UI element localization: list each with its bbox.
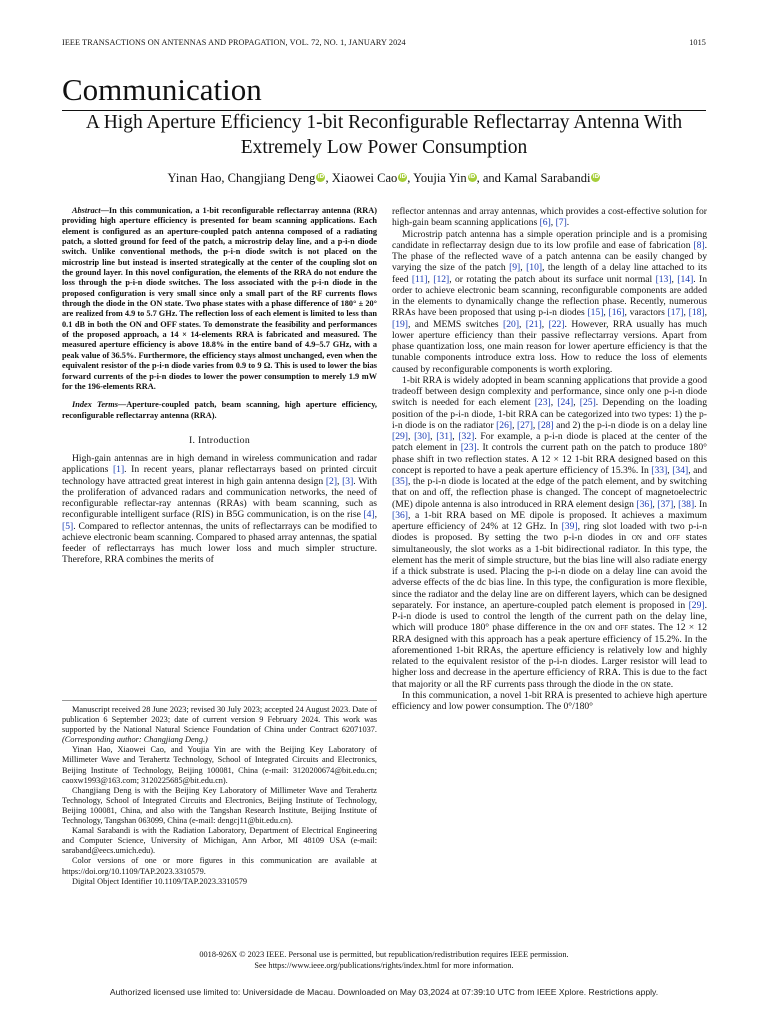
citation-link[interactable]: [14] (677, 273, 694, 285)
author-list (62, 170, 706, 186)
text-run: . Depending on the loading position of the p-i-n diode, 1-bit RRA can be categorized into two types: 1) the p-i-n diode is on the radiator (392, 397, 708, 431)
citation-link[interactable]: [18] (688, 307, 705, 319)
author-2: , Xiaowei Cao (325, 171, 398, 185)
footnote-doi: Digital Object Identifier 10.1109/TAP.2023.3310579 (72, 876, 248, 886)
citation-link[interactable]: [19] (392, 318, 408, 330)
citation-link[interactable]: [35] (392, 476, 408, 487)
citation-link[interactable]: [38] (678, 498, 695, 510)
text-run: , (550, 397, 558, 409)
state-off: off (615, 622, 628, 634)
text-run: . In order to achieve electronic beam scanning, reconfigurable components are added in the elements to dynamically change the reflection phase. Recently, numerous RRAs have been proposed that using p-i-n diodes (392, 273, 708, 319)
citation-link[interactable]: [12] (433, 273, 450, 285)
index-terms-text: Aperture-coupled patch, beam scanning, high aperture efficiency, reconfigurable reflectarray antenna (RRA). (62, 400, 378, 420)
footnote-affiliation-2: Changjiang Deng is with the Beijing Key Laboratory of Millimeter Wave and Terahertz Technology, School of Integrated Circuits and Electronics, Beijing Institute of Technology, Beijing 100081, China, and also with the Tangshan Research Institute, Beijing Institute of Technology, Tangshan 063099, China (e-mail: dengcj11@bit.edu.cn). (62, 785, 377, 826)
text-run: and (594, 622, 616, 634)
citation-link[interactable]: [15] (587, 307, 604, 319)
text-run: states simultaneously, the slot works as a 1-bit bidirectional radiator. In this type, the element has the merit of simple structure, but the bias line will also radiate energy if a thick substrate is used. Placing the p-i-n diode on a delay line can avoid the adverse effects of the dc bias line. In this type, the configuration is more flexible, since the radiator and the delay line are on different layers, which can be designed separately. For instance, an aperture-coupled patch element is proposed in (392, 532, 707, 611)
citation-link[interactable]: [36] (392, 509, 408, 521)
body-paragraph (392, 229, 707, 375)
text-run: , (573, 397, 580, 409)
orcid-icon[interactable]: iD (592, 174, 600, 180)
text-run: , and (688, 464, 707, 476)
running-head (62, 38, 706, 47)
index-terms (62, 400, 377, 421)
citation-link[interactable]: [32] (458, 431, 475, 442)
copyright-notice (62, 950, 706, 971)
footnote-manuscript (62, 705, 377, 745)
citation-link[interactable]: [6] (539, 217, 551, 229)
text-run: , (337, 475, 343, 487)
text-run: , (541, 318, 549, 330)
text-run: . P-i-n diode is used to control the length of the current path on the delay line, which will produce 180° phase difference in the (392, 599, 707, 634)
text-run: and (641, 532, 668, 544)
text-run: 1-bit RRA is widely adopted in beam scanning applications that provide a good tradeoff between design complexity and performance, since only one p-i-n diode switch is needed for each element (392, 374, 707, 409)
footnote-block (62, 700, 377, 887)
citation-link[interactable]: [17] (667, 307, 684, 319)
citation-link[interactable]: [2] (325, 475, 338, 487)
text-run: , (407, 431, 415, 442)
citation-link[interactable]: [23] (460, 442, 477, 454)
citation-link[interactable]: [25] (579, 397, 596, 409)
body-paragraph (392, 375, 707, 690)
citation-link[interactable]: [23] (534, 397, 551, 409)
citation-link[interactable]: [22] (548, 318, 565, 330)
footnote-affiliation-1: Yinan Hao, Xiaowei Cao, and Youjia Yin are with the Beijing Key Laboratory of Millimeter Wave and Terahertz Technology, School of Integrated Circuits and Electronics, Beijing Institute of Technology, Beijing 100081, China (e-mail: 3120200674@bit.edu.cn; caoxw1993@163.com; 3120225685@bit.edu.cn). (62, 745, 377, 785)
section-heading-introduction: I. Introduction (188, 434, 251, 446)
citation-link[interactable]: [28] (537, 419, 554, 431)
text-run: , (427, 273, 434, 285)
text-run: , and MEMS switches (407, 318, 504, 330)
abstract-text: In this communication, a 1-bit reconfigurable reflectarray antenna (RRA) providing high aperture efficiency is presented for beam scanning applications. Each element is configured as an aperture-coupled patch antenna composed of a radiating patch, a slotted ground for feed of the patch, a microstrip delay line, and a p-i-n diode switch. Unlike conventional methods, the p-i-n diode switch is not placed on the microstrip line but instead is inserted strategically at the center of the coupling slot on the ground layer. In this novel configuration, the elements of the RRA do not endure the loss through the p-i-n diode switches. The loss associated with the p-i-n diode in the proposed configuration is very small since only a small part of the RF currents flows through the diode in the ON state. Two phase states with a phase difference of 180° ± 20° are realized from 4.9 to 5.7 GHz. The reflection loss of each element is limited to less than 0.1 dB in both the ON and OFF states. To demonstrate the feasibility and performances of the proposed approach, a 14 × 14-elements RRA is fabricated and measured. The measured aperture efficiency is above 18.8% in the entire band of 4.9–5.7 GHz, with a peak value of 36.5%. Furthermore, the efficiency stays almost unchanged, even when the equivalent resistor of the p-i-n diode varies from 0.9 to 9 Ω. This is used to lower the bias forward currents of the p-i-n diodes to lower the power consumption to merely 1.9 mW for the 196-elements RRA. (62, 206, 377, 391)
paper-title (62, 110, 706, 160)
text-run: , ring slot loaded with two p-i-n diodes is proposed. By setting the two p-i-n diodes in (392, 521, 707, 544)
section-banner-text: Communication (62, 72, 262, 107)
text-run: . The phase of the reflected wave of a patch antenna can be easily changed by varying the size of the patch (392, 239, 707, 274)
citation-link[interactable]: [37] (657, 498, 674, 510)
state-on: on (640, 678, 651, 690)
body-paragraph (392, 206, 707, 229)
text-run: , (652, 498, 658, 510)
body-paragraph: In this communication, a novel 1-bit RRA is presented to achieve high aperture efficiency and low power consumption. The 0°/180° (392, 689, 707, 712)
citation-link[interactable]: [13] (655, 273, 672, 285)
orcid-icon[interactable]: iD (468, 174, 476, 180)
text-run: , (683, 307, 689, 319)
citation-link[interactable]: [11] (411, 273, 428, 285)
text-run: , (603, 307, 609, 319)
text-run: , (667, 464, 673, 476)
text-run: , the length of a delay line attached to its feed (392, 262, 708, 285)
text-run: state. (650, 678, 674, 690)
citation-link[interactable]: [10] (526, 262, 543, 274)
citation-link[interactable]: [4] (363, 509, 375, 521)
text-run: , (671, 273, 678, 285)
text-run: , (512, 419, 517, 431)
text-run: states. The 12 × 12 RRA designed with this approach has a peak aperture efficiency of 15.2%. In the aforementioned 1-bit RRAs, the aperture efficiency is relatively low and highly related to the equivalent resistor of the p-i-n diodes. Larger resistor will lead to higher loss and decrease in the aperture efficiency of RRA. This is due to the fact that majority or all the RF currents pass through the diode in the (392, 622, 707, 690)
text-run: , (550, 217, 556, 229)
text-run: reflector antennas and array antennas, which provides a cost-effective solution for high-gain beam scanning applications (392, 206, 707, 229)
citation-link[interactable]: [7] (555, 217, 567, 229)
text-run: Microstrip patch antenna has a simple operation principle and is a promising candidate in reflectarray design due to its low profile and ease of fabrication (392, 228, 707, 251)
text-run: , varactors (624, 307, 668, 319)
text-run: , (430, 431, 437, 442)
orcid-icon[interactable]: iD (399, 174, 407, 180)
title-line-2: Extremely Low Power Consumption (240, 137, 528, 158)
license-notice: Authorized licensed use limited to: Universidade de Macau. Downloaded on May 03,2024 at 07:39:10 UTC from IEEE Xplore. Restrictions apply. (109, 987, 659, 997)
footnote-color-versions: Color versions of one or more figures in this communication are available at https://doi.org/10.1109/TAP.2023.3310579. (62, 856, 377, 876)
section-banner (62, 72, 706, 111)
citation-link[interactable]: [27] (516, 419, 533, 431)
citation-link[interactable]: [1] (112, 464, 125, 476)
text-run: . For example, a p-i-n diode is placed at the center of the patch element in (392, 431, 708, 454)
citation-link[interactable]: [33] (651, 464, 668, 476)
text-run: . In (694, 498, 708, 510)
text-run: , or rotating the patch about its surface unit normal (449, 273, 656, 285)
citation-link[interactable]: [36] (636, 498, 653, 510)
citation-link[interactable]: [31] (436, 431, 453, 442)
text-run: , (532, 419, 538, 431)
text-run: . However, RRA usually has much lower aperture efficiency than their passive reflectarray versions. Apart from phase quantization loss, one main reason for lower aperture efficiency is that the tunable components introduce extra loss. How to reduce the loss of elements caused by reconfigurable components is worth exploring. (392, 318, 708, 375)
title-line-1: A High Aperture Efficiency 1-bit Reconfigurable Reflectarray Antenna With (85, 112, 683, 133)
author-3: , Youjia Yin (407, 171, 467, 185)
text-run: Manuscript received 28 June 2023; revised 30 July 2023; accepted 24 August 2023. Date of publication 6 September 2023; date of current version 9 February 2024. This work was supported by the National Natural Science Foundation of China under Contract 62071037. (62, 705, 377, 735)
right-column (392, 206, 707, 712)
journal-name: IEEE TRANSACTIONS ON ANTENNAS AND PROPAGATION, VOL. 72, NO. 1, JANUARY 2024 (62, 38, 406, 47)
citation-link[interactable]: [34] (672, 464, 689, 476)
text-run: . (566, 217, 570, 229)
citation-link[interactable]: [29] (392, 431, 408, 442)
citation-link[interactable]: [16] (608, 307, 625, 319)
text-run: . With the proliferation of advanced radars and communication networks, the need of reconfigurable reflectar-ray antennas (RRAs) with beam scanning, such as reconfigurable intelligent surface (RIS) in B5G communication, is on the rise (62, 475, 377, 521)
state-on: on (584, 622, 595, 634)
index-terms-lead: Index Terms— (72, 400, 127, 410)
copyright-line-1: 0018-926X © 2023 IEEE. Personal use is permitted, but republication/redistribution requires IEEE permission. (199, 950, 569, 959)
text-run: . Compared to reflector antennas, the units of reflectarrays can be modified to achieve electronic beam scanning. Compared to phased array antennas, the spatial feeder of reflectarrays has much lower loss and much simpler structure. Therefore, RRA combines the merits of (62, 520, 377, 566)
text-run: , a 1-bit RRA based on ME dipole is proposed. It achieves a maximum aperture efficiency of 24% at 12 GHz. In (392, 509, 707, 532)
text-run: High-gain antennas are in high demand in wireless communication and radar applications (62, 453, 377, 476)
citation-link[interactable]: [39] (561, 521, 578, 532)
text-run: and 2) the p-i-n diode is on a delay line (553, 419, 708, 431)
author-1: Yinan Hao, Changjiang Deng (167, 171, 316, 185)
corresponding-author: (Corresponding author: Changjiang Deng.) (62, 735, 208, 745)
citation-link[interactable]: [30] (414, 431, 431, 442)
citation-link[interactable]: [3] (342, 475, 354, 487)
text-run: , (374, 509, 377, 521)
text-run: . It controls the current path on the patch to produce 180° phase shift in two reflection states. A 12 × 12 1-bit RRA designed based on this concept is reported to have a peak aperture efficiency of 15.3%. In (392, 442, 707, 476)
abstract (62, 206, 377, 392)
citation-link[interactable]: [8] (693, 239, 705, 251)
citation-link[interactable]: [29] (688, 599, 705, 611)
citation-link[interactable]: [5] (62, 520, 74, 532)
citation-link[interactable]: [21] (525, 318, 542, 330)
orcid-icon[interactable]: iD (317, 174, 325, 180)
text-run: , (704, 307, 708, 319)
citation-link[interactable]: [24] (557, 397, 574, 409)
intro-paragraph (62, 453, 377, 566)
text-run: . In recent years, planar reflectarrays based on printed circuit technology have attracted great interest in high gain antenna design (62, 464, 377, 487)
state-off: off (667, 532, 680, 544)
footnote-affiliation-3: Kamal Sarabandi is with the Radiation Laboratory, Department of Electrical Engineering and Computer Science, University of Michigan, Ann Arbor, MI 48109 USA (e-mail: saraband@eecs.umich.edu). (62, 826, 377, 856)
citation-link[interactable]: [9] (509, 262, 521, 274)
citation-link[interactable]: [26] (496, 419, 513, 431)
copyright-line-2: See https://www.ieee.org/publications/rights/index.html for more information. (254, 960, 514, 970)
abstract-lead: Abstract— (72, 206, 109, 215)
text-run: , the p-i-n diode is located at the edge of the patch element, and by switching that on and off, the reflection phase is changed. The concept of magnetoelectric (ME) dipole antenna is also introduced in RRA element design (392, 476, 707, 510)
text-run: , (520, 262, 527, 274)
citation-link[interactable]: [20] (503, 318, 520, 330)
state-on: on (631, 532, 642, 544)
text-run: , (452, 431, 459, 442)
page-number: 1015 (689, 38, 706, 47)
author-4: , and Kamal Sarabandi (476, 171, 591, 185)
text-run: , (673, 498, 679, 510)
left-column (62, 206, 377, 566)
text-run: , (519, 318, 526, 330)
